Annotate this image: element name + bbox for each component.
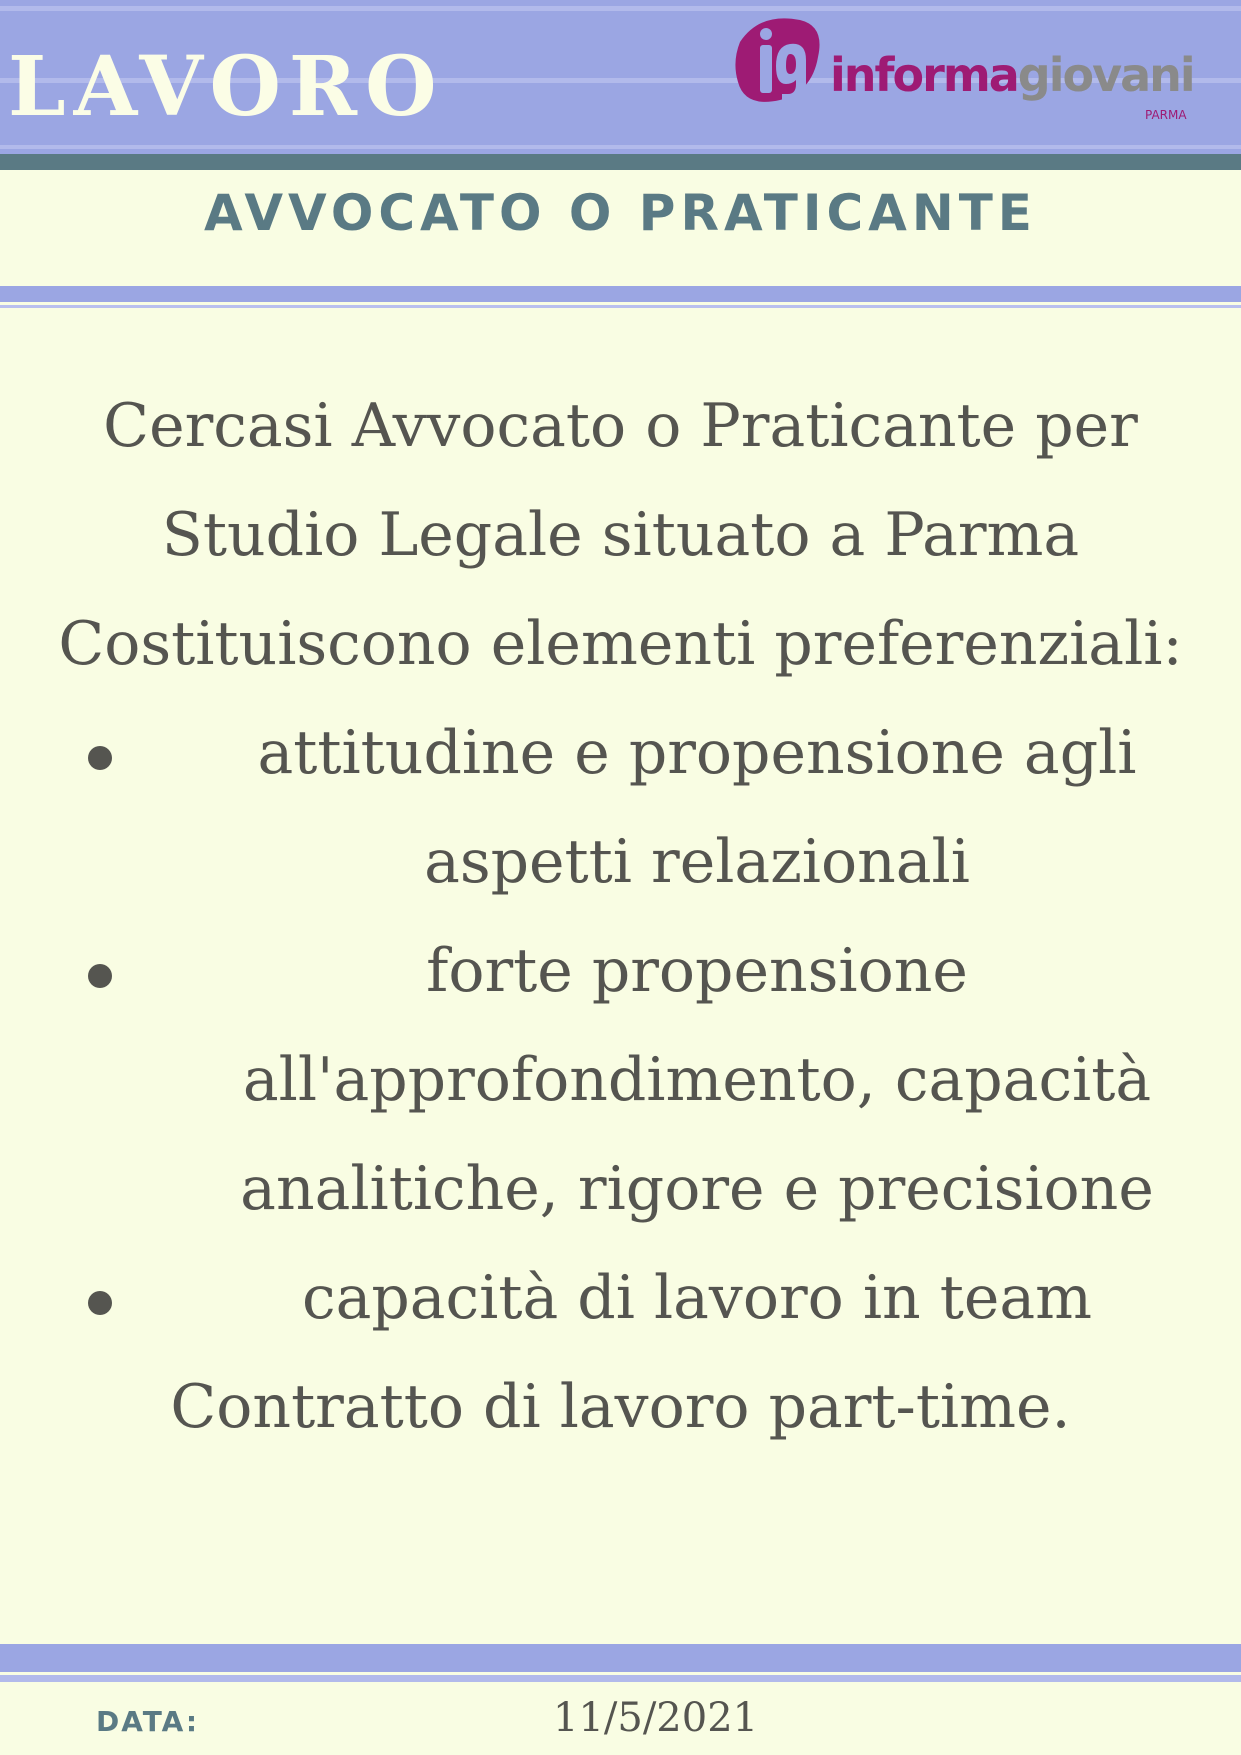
date-value: 11/5/2021 bbox=[553, 1695, 759, 1741]
bullet-text: forte propensione bbox=[426, 936, 968, 1006]
intro-line: Cercasi Avvocato o Praticante per bbox=[103, 391, 1138, 461]
bullet-icon bbox=[88, 964, 112, 988]
bullet-icon bbox=[88, 746, 112, 770]
divider bbox=[0, 1644, 1241, 1672]
bullet-text: analitiche, rigore e precisione bbox=[240, 1154, 1154, 1224]
job-title: AVVOCATO O PRATICANTE bbox=[204, 184, 1037, 242]
bullet-text: all'approfondimento, capacità bbox=[242, 1045, 1152, 1115]
header-stripe bbox=[0, 145, 1241, 149]
header-band bbox=[0, 0, 1241, 158]
date-label: DATA: bbox=[96, 1705, 200, 1738]
ig-logo-icon bbox=[730, 12, 830, 122]
logo-word-informa: informa bbox=[830, 48, 1018, 102]
intro-line: Costituiscono elementi preferenziali: bbox=[58, 609, 1183, 679]
bullet-icon bbox=[88, 1291, 112, 1315]
bullet-text: capacità di lavoro in team bbox=[301, 1263, 1093, 1333]
closing-line: Contratto di lavoro part-time. bbox=[170, 1372, 1071, 1442]
logo-word-giovani: giovani bbox=[1017, 48, 1194, 102]
informagiovani-logo bbox=[730, 12, 1200, 132]
bullet-text: aspetti relazionali bbox=[424, 827, 970, 897]
divider bbox=[0, 286, 1241, 302]
logo-wordmark bbox=[830, 48, 1194, 102]
intro-line: Studio Legale situato a Parma bbox=[161, 500, 1080, 570]
bullet-text: attitudine e propensione agli bbox=[257, 718, 1137, 788]
section-title: LAVORO bbox=[8, 39, 445, 135]
header-stripe bbox=[0, 6, 1241, 11]
logo-city: PARMA bbox=[1145, 108, 1187, 122]
header-bottom-bar bbox=[0, 154, 1241, 170]
